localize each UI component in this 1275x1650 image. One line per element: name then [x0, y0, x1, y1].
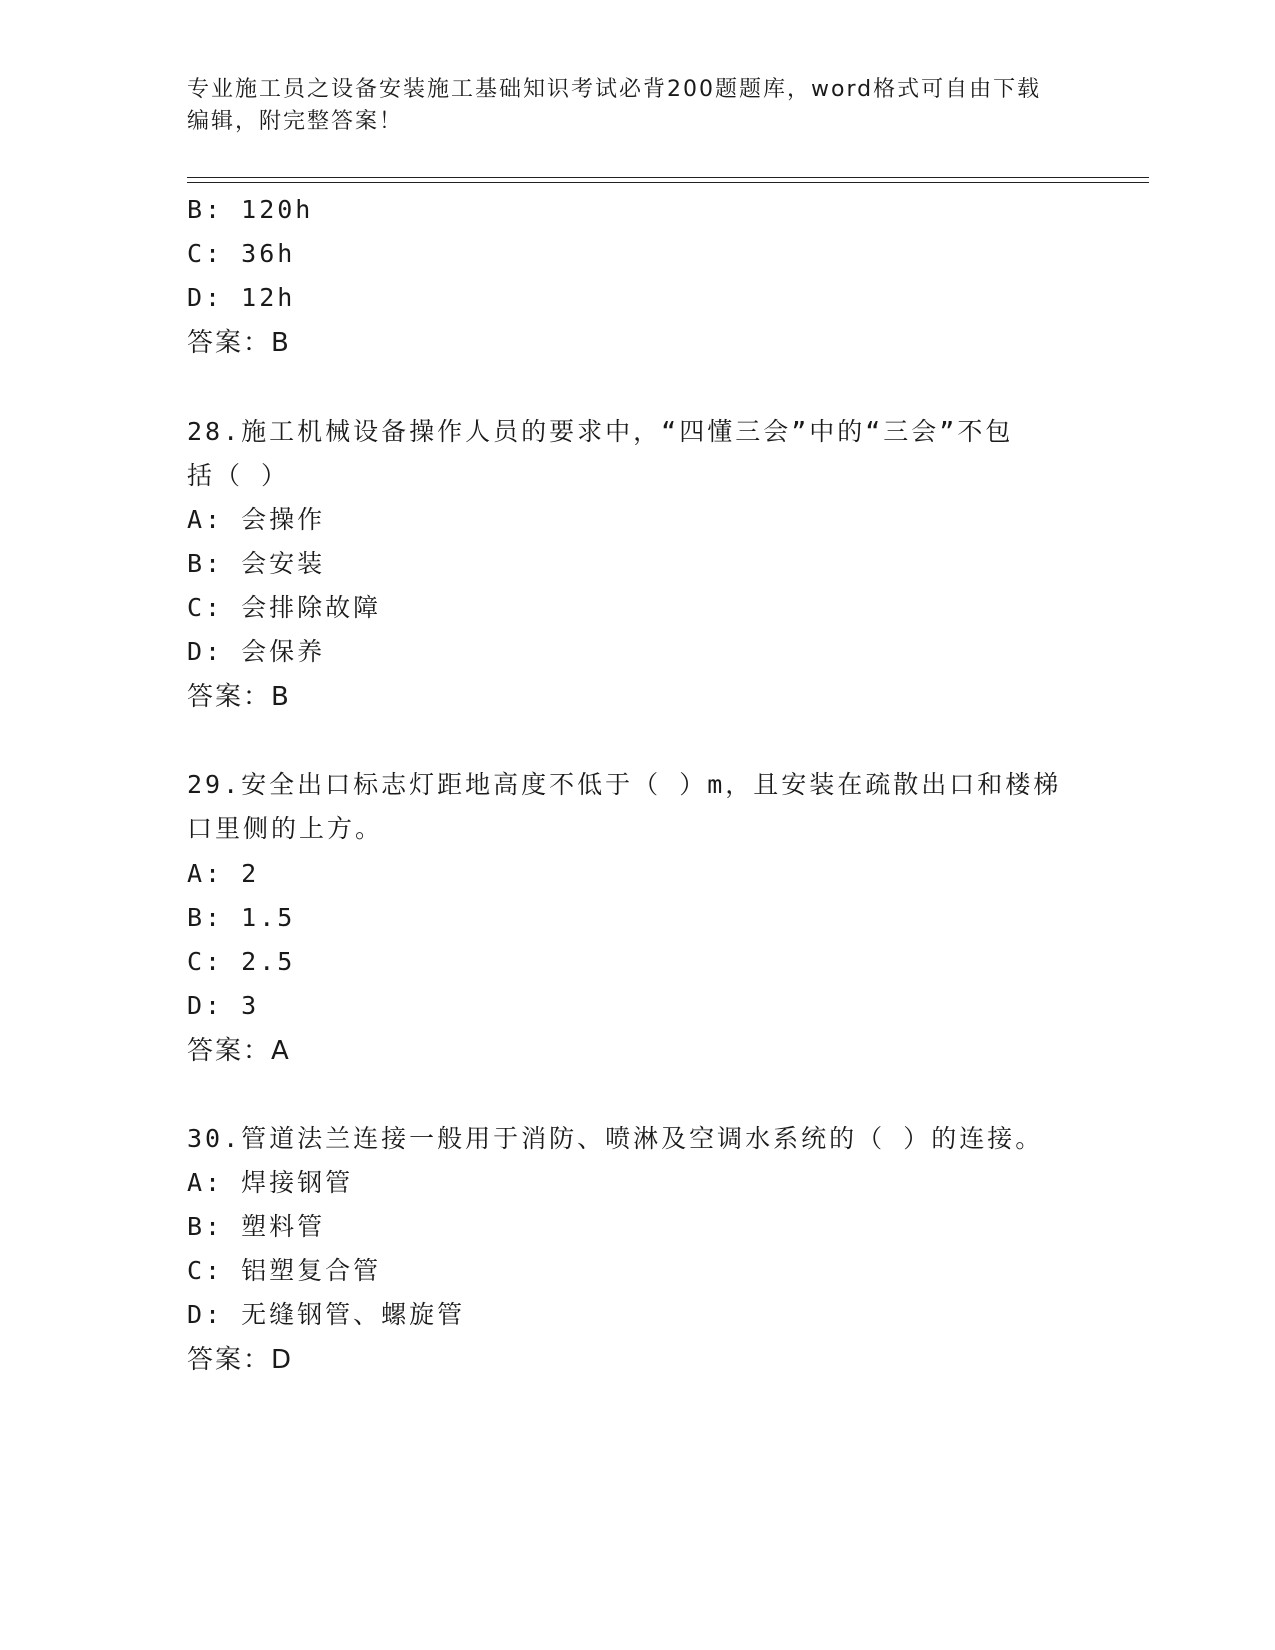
document-header: [187, 74, 1087, 138]
option-b: B: 塑料管: [187, 1212, 326, 1241]
option-d: D: 无缝钢管、螺旋管: [187, 1300, 466, 1329]
answer-label: 答案：A: [187, 1036, 291, 1066]
answer-label: 答案：B: [187, 328, 291, 358]
option-b: B: 120h: [187, 195, 314, 224]
header-line-1: 专业施工员之设备安装施工基础知识考试必背200题题库，word格式可自由下载: [187, 77, 1042, 102]
answer-label: 答案：D: [187, 1345, 294, 1375]
header-divider-top: [187, 177, 1149, 178]
question-30-text: 30.管道法兰连接一般用于消防、喷淋及空调水系统的（ ）的连接。: [187, 1124, 1044, 1153]
option-d: D: 12h: [187, 283, 296, 312]
header-divider-bottom: [187, 182, 1149, 183]
option-a: A: 焊接钢管: [187, 1168, 354, 1197]
option-a: A: 会操作: [187, 505, 326, 534]
option-c: C: 会排除故障: [187, 593, 382, 622]
option-c: C: 36h: [187, 239, 296, 268]
question-28-text: 28.施工机械设备操作人员的要求中，“四懂三会”中的“三会”不包: [187, 417, 1014, 446]
question-29-text-cont: 口里侧的上方。: [187, 814, 384, 843]
option-b: B: 1.5: [187, 903, 296, 932]
question-28-text-cont: 括（ ）: [187, 461, 290, 490]
option-c: C: 铝塑复合管: [187, 1256, 382, 1285]
option-d: D: 会保养: [187, 637, 326, 666]
option-b: B: 会安装: [187, 549, 326, 578]
header-line-2: 编辑，附完整答案！: [187, 109, 404, 134]
question-29-text: 29.安全出口标志灯距地高度不低于（ ）m，且安装在疏散出口和楼梯: [187, 770, 1062, 799]
option-c: C: 2.5: [187, 947, 296, 976]
option-d: D: 3: [187, 991, 260, 1020]
answer-label: 答案：B: [187, 682, 291, 712]
option-a: A: 2: [187, 859, 260, 888]
